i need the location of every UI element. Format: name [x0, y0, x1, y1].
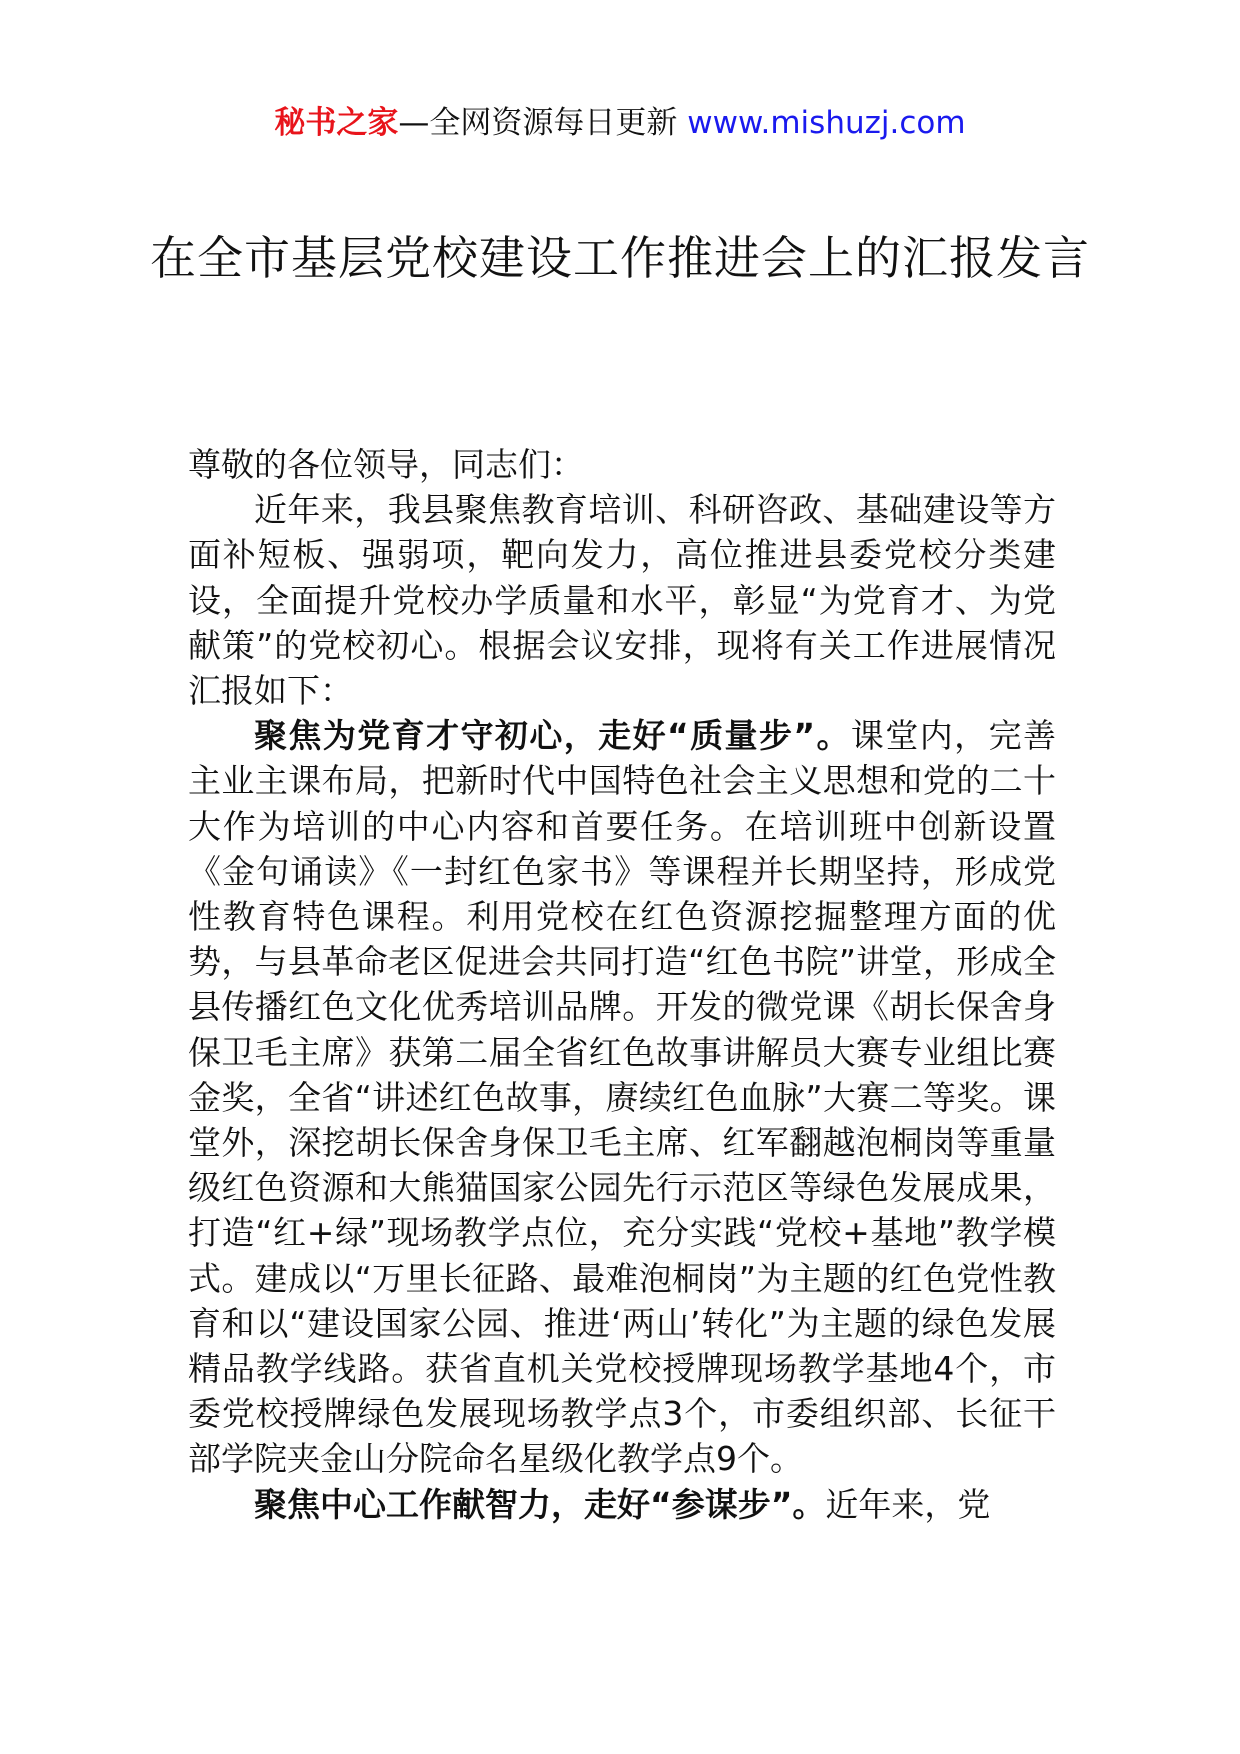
site-tagline: —全网资源每日更新: [398, 105, 678, 141]
intro-paragraph: 近年来，我县聚焦教育培训、科研咨政、基础建设等方面补短板、强弱项，靶向发力，高位推进县委党校分类建设，全面提升党校办学质量和水平，彰显“为党育才、为党献策”的党校初心。根据会议安排，现将有关工作进展情况汇报如下：: [188, 490, 1056, 711]
section-1-paragraph: [188, 713, 1056, 1481]
section-2-heading: 聚焦中心工作献智力，走好“参谋步”。: [254, 1484, 826, 1524]
section-2-body: 近年来，党: [825, 1484, 991, 1524]
document-title: 在全市基层党校建设工作推进会上的汇报发言: [150, 231, 1090, 285]
section-1-body: 课堂内，完善主业主课布局，把新时代中国特色社会主义思想和党的二十大作为培训的中心内容和首要任务。在培训班中创新设置《金句诵读》《一封红色家书》等课程并长期坚持，形成党性教育特色课程。利用党校在红色资源挖掘整理方面的优势，与县革命老区促进会共同打造“红色书院”讲堂，形成全县传播红色文化优秀培训品牌。开发的微党课《胡长保舍身保卫毛主席》获第二届全省红色故事讲解员大赛专业组比赛金奖，全省“讲述红色故事，赓续红色血脉”大赛二等奖。课堂外，深挖胡长保舍身保卫毛主席、红军翻越泡桐岗等重量级红色资源和大熊猫国家公园先行示范区等绿色发展成果，打造“红+绿”现场教学点位，充分实践“党校+基地”教学模式。建成以“万里长征路、最难泡桐岗”为主题的红色党性教育和以“建设国家公园、推进‘两山’转化”为主题的绿色发展精品教学线路。获省直机关党校授牌现场教学基地4个，市委党校授牌绿色发展现场教学点3个，市委组织部、长征干部学院夹金山分院命名星级化教学点9个。: [188, 716, 1056, 1479]
document-body: [188, 442, 1056, 1527]
section-1-heading: 聚焦为党育才守初心，走好“质量步”。: [254, 716, 851, 756]
section-2-paragraph: [188, 1482, 1056, 1527]
site-brand: 秘书之家: [274, 105, 399, 141]
site-header: [0, 100, 1240, 146]
site-url-link[interactable]: www.mishuzj.com: [687, 105, 966, 141]
salutation: 尊敬的各位领导，同志们：: [188, 445, 584, 484]
